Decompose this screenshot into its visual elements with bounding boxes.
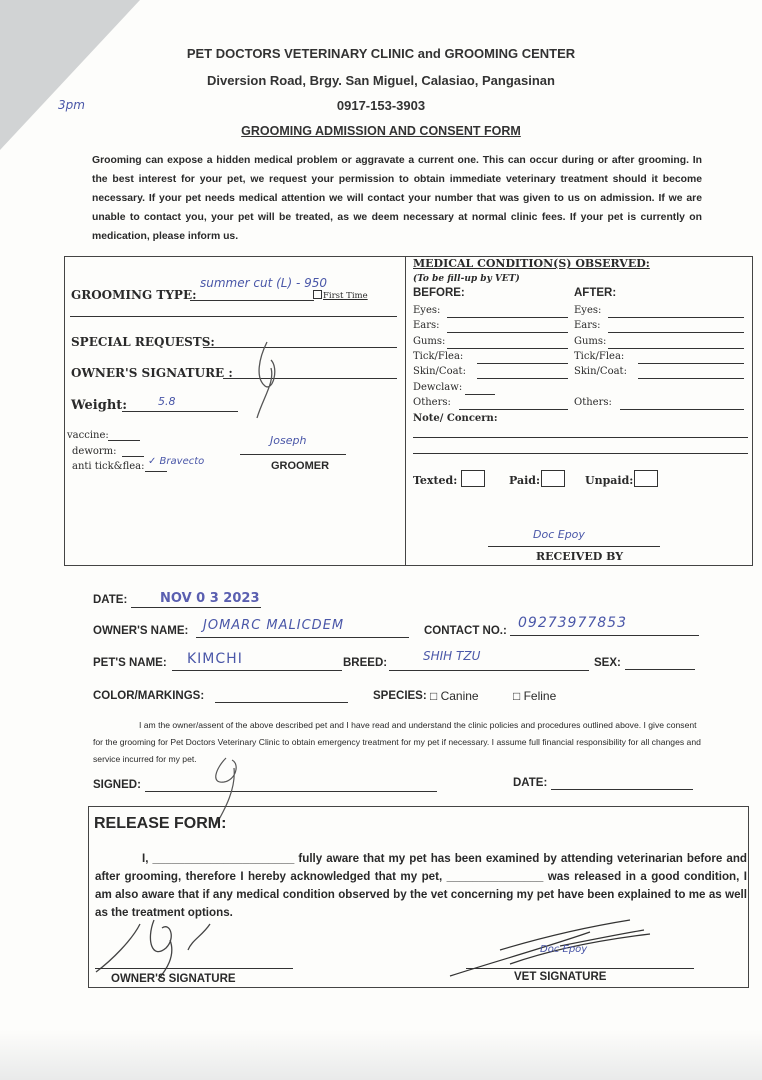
before-condition-line[interactable] — [477, 363, 568, 364]
after-condition-item: Ears: — [574, 320, 601, 332]
pet-name-line — [172, 670, 342, 671]
received-by-label: RECEIVED BY — [536, 550, 624, 563]
texted-label: Texted: — [413, 474, 458, 487]
after-condition-line[interactable] — [608, 348, 744, 349]
groomer-value[interactable]: Joseph — [270, 434, 307, 447]
before-condition-item: Others: — [413, 396, 451, 408]
before-condition-item: Ears: — [413, 320, 440, 332]
note-line-1 — [413, 437, 748, 438]
date-label: DATE: — [93, 594, 128, 606]
groomer-label: GROOMER — [271, 460, 330, 472]
panel-divider — [405, 256, 406, 566]
after-condition-item: Gums: — [574, 335, 607, 347]
grooming-type-line — [190, 300, 314, 301]
after-condition-item: Skin/Coat: — [574, 366, 627, 378]
date-line — [131, 607, 261, 608]
before-condition-item: Eyes: — [413, 305, 441, 316]
grooming-type-value[interactable]: summer cut (L) - 950 — [200, 276, 328, 290]
clinic-address: Diversion Road, Brgy. San Miguel, Calasiao, Pangasinan — [207, 73, 555, 88]
breed-value[interactable]: SHIH TZU — [423, 649, 481, 663]
vaccine-line — [108, 440, 140, 441]
release-form-title: RELEASE FORM: — [94, 815, 227, 832]
species-canine-option[interactable]: □ Canine — [430, 689, 479, 703]
release-form-text: I, ______________________ fully aware that my pet has been examined by attending veterinarian before and after grooming, therefore I hereby acknowledged that my pet, _______________ was released in a good condition, I am also aware that if any medical condition observed by the vet concerning my pet have been explained to me as well as the treatment options. — [95, 852, 747, 919]
note-line-2 — [413, 453, 748, 454]
form-title: GROOMING ADMISSION AND CONSENT FORM — [241, 124, 521, 138]
medical-subtitle: (To be fill-up by VET) — [413, 274, 520, 284]
grooming-type-label: GROOMING TYPE: — [71, 288, 197, 302]
antitick-value[interactable]: ✓ Bravecto — [148, 456, 205, 467]
signed-label: SIGNED: — [93, 779, 141, 791]
paid-label: Paid: — [509, 474, 541, 487]
release-owner-signature-line — [95, 968, 293, 969]
weight-line — [122, 411, 238, 412]
antitick-line — [145, 471, 167, 472]
owner-signature-scribble — [245, 338, 285, 418]
after-condition-item: Others: — [574, 396, 612, 408]
breed-label: BREED: — [343, 657, 388, 669]
sex-label: SEX: — [594, 657, 621, 669]
unpaid-checkbox[interactable] — [634, 470, 658, 487]
before-condition-line[interactable] — [447, 317, 568, 318]
special-requests-line — [203, 347, 397, 348]
before-condition-line[interactable] — [447, 348, 568, 349]
after-condition-line[interactable] — [608, 317, 744, 318]
antitick-label: anti tick&flea: — [72, 461, 145, 472]
unpaid-label: Unpaid: — [585, 474, 634, 487]
received-by-value[interactable]: Doc Epoy — [533, 528, 585, 541]
owner-name-line — [196, 637, 409, 638]
contact-label: CONTACT NO.: — [424, 625, 507, 637]
before-condition-item: Skin/Coat: — [413, 366, 466, 378]
after-label: AFTER: — [574, 287, 617, 299]
owner-name-value[interactable]: JOMARC MALICDEM — [203, 618, 345, 633]
pet-name-value[interactable]: KIMCHI — [187, 651, 243, 667]
vet-signature-value[interactable]: Doc Epoy — [540, 944, 588, 955]
after-condition-item: Tick/Flea: — [574, 350, 625, 362]
paid-checkbox[interactable] — [541, 470, 565, 487]
before-condition-line[interactable] — [447, 332, 568, 333]
before-label: BEFORE: — [413, 287, 465, 299]
weight-value[interactable]: 5.8 — [158, 395, 176, 408]
after-condition-line[interactable] — [608, 332, 744, 333]
first-time-label: First Time — [323, 291, 368, 301]
weight-label: Weight: — [71, 398, 128, 413]
owner-signature-label: OWNER'S SIGNATURE : — [71, 366, 233, 380]
note-concern-label: Note/ Concern: — [413, 413, 498, 424]
before-condition-line[interactable] — [459, 409, 568, 410]
texted-checkbox[interactable] — [461, 470, 485, 487]
before-condition-line[interactable] — [477, 378, 568, 379]
vet-signature-label: VET SIGNATURE — [514, 971, 607, 983]
handwritten-time: 3pm — [58, 98, 85, 112]
before-condition-item: Gums: — [413, 335, 446, 347]
signed-date-line — [551, 789, 693, 790]
deworm-line — [122, 456, 144, 457]
received-by-line — [488, 546, 660, 547]
after-condition-line[interactable] — [638, 378, 744, 379]
owner-name-label: OWNER'S NAME: — [93, 625, 189, 637]
before-condition-item: Tick/Flea: — [413, 350, 464, 362]
groomer-line — [240, 454, 346, 455]
scan-bottom-edge — [0, 1030, 762, 1080]
pet-name-label: PET'S NAME: — [93, 657, 167, 669]
date-value[interactable]: NOV 0 3 2023 — [160, 591, 260, 606]
grooming-type-line-2 — [70, 316, 397, 317]
species-label: SPECIES: — [373, 690, 427, 702]
vaccine-label: vaccine: — [67, 430, 109, 441]
before-condition-line[interactable] — [465, 394, 495, 395]
release-owner-signature-scribble — [92, 910, 222, 980]
consent-paragraph: I am the owner/assent of the above described pet and I have read and understand the clinic policies and procedures outlined above. I give consent for the grooming for Pet Doctors Veterinary Clinic to obtain emergency treatment for my pet if necessary. I assume full financial responsibility for all changes and service incurred for my pet. — [93, 720, 701, 764]
color-markings-label: COLOR/MARKINGS: — [93, 690, 205, 702]
special-requests-label: SPECIAL REQUESTS: — [71, 335, 215, 349]
before-condition-item: Dewclaw: — [413, 381, 463, 393]
first-time-checkbox[interactable] — [313, 290, 322, 299]
release-owner-signature-label: OWNER'S SIGNATURE — [111, 973, 236, 985]
deworm-label: deworm: — [72, 446, 117, 457]
clinic-name: PET DOCTORS VETERINARY CLINIC and GROOMING CENTER — [186, 46, 576, 61]
medical-title: MEDICAL CONDITION(S) OBSERVED: — [413, 257, 650, 270]
contact-line — [510, 635, 699, 636]
intro-paragraph: Grooming can expose a hidden medical problem or aggravate a current one. This can occur during or after grooming. In the best interest for your pet, we request your permission to obtain immediate veterinary treatment should it become necessary. If your pet needs medical attention we will contact your number that was given to us on admission. If we are unable to contact you, your pet will be treated, as we deem necessary at normal clinic fees. If your pet is currently on medication, please inform us. — [92, 155, 702, 242]
signed-date-label: DATE: — [513, 777, 548, 789]
signed-line — [145, 791, 437, 792]
contact-value[interactable]: 09273977853 — [518, 615, 627, 631]
after-condition-line[interactable] — [620, 409, 744, 410]
color-markings-line — [215, 702, 348, 703]
vet-signature-line — [466, 968, 694, 969]
clinic-phone: 0917-153-3903 — [336, 98, 426, 113]
species-feline-option[interactable]: □ Feline — [513, 689, 557, 703]
after-condition-line[interactable] — [638, 363, 744, 364]
sex-line — [625, 669, 695, 670]
breed-line — [389, 670, 589, 671]
after-condition-item: Eyes: — [574, 305, 602, 316]
